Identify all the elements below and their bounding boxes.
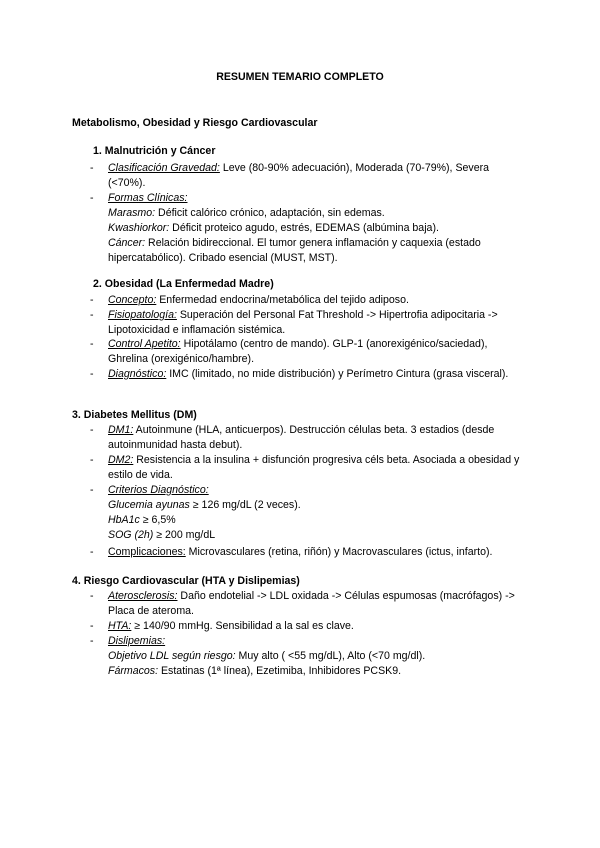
list-item bbox=[108, 337, 528, 367]
bullet-dash: - bbox=[90, 620, 94, 632]
item-text: Microvasculares (retina, riñón) y Macrovasculares (ictus, infarto). bbox=[185, 546, 493, 558]
list-item bbox=[108, 367, 528, 382]
item-text: Hipotálamo (centro de mando). GLP-1 (anorexigénico/saciedad), Ghrelina (orexigénico/hambre). bbox=[108, 338, 488, 365]
list-item bbox=[108, 483, 528, 543]
list-item bbox=[108, 308, 528, 338]
item-label: Aterosclerosis: bbox=[108, 590, 178, 602]
section-4-heading: 4. Riesgo Cardiovascular (HTA y Dislipemias) bbox=[72, 575, 300, 587]
item-label: Fisiopatología: bbox=[108, 309, 177, 321]
item-italic: Objetivo LDL según riesgo: bbox=[108, 650, 236, 662]
item-text: ≥ 200 mg/dL bbox=[153, 529, 216, 541]
item-label: DM2: bbox=[108, 454, 134, 466]
item-text: Relación bidireccional. El tumor genera inflamación y caquexia (estado hipercatabólico). Cribado esencial (MUST, MST). bbox=[108, 237, 481, 264]
item-text: Daño endotelial -> LDL oxidada -> Células espumosas (macrófagos) -> Placa de ateroma. bbox=[108, 590, 515, 617]
item-text: Déficit calórico crónico, adaptación, sin edemas. bbox=[155, 207, 385, 219]
item-text: Enfermedad endocrina/metabólica del tejido adiposo. bbox=[156, 294, 409, 306]
list-item bbox=[108, 191, 528, 266]
item-text: Estatinas (1ª línea), Ezetimiba, Inhibidores PCSK9. bbox=[158, 665, 402, 677]
bullet-dash: - bbox=[90, 424, 94, 436]
item-label: Complicaciones: bbox=[108, 546, 186, 558]
list-item bbox=[108, 453, 528, 483]
bullet-dash: - bbox=[90, 590, 94, 602]
item-label: Clasificación Gravedad: bbox=[108, 162, 220, 174]
item-italic: Marasmo: bbox=[108, 207, 156, 219]
bullet-dash: - bbox=[90, 368, 94, 380]
item-label: Control Apetito: bbox=[108, 338, 181, 350]
item-label: Diagnóstico: bbox=[108, 368, 167, 380]
main-heading: Metabolismo, Obesidad y Riesgo Cardiovascular bbox=[72, 117, 318, 129]
list-item bbox=[108, 293, 528, 308]
item-label: Formas Clínicas: bbox=[108, 192, 188, 204]
item-text: ≥ 6,5% bbox=[139, 514, 176, 526]
item-label: Concepto: bbox=[108, 294, 157, 306]
item-text: ≥ 126 mg/dL (2 veces). bbox=[189, 499, 301, 511]
item-italic: HbA1c bbox=[108, 514, 140, 526]
bullet-dash: - bbox=[90, 484, 94, 496]
page-title: RESUMEN TEMARIO COMPLETO bbox=[216, 71, 384, 83]
item-label: HTA: bbox=[108, 620, 132, 632]
bullet-dash: - bbox=[90, 454, 94, 466]
list-item bbox=[108, 634, 528, 679]
list-item bbox=[108, 619, 528, 634]
bullet-dash: - bbox=[90, 162, 94, 174]
item-text: Resistencia a la insulina + disfunción progresiva céls beta. Asociada a obesidad y estilo de vida. bbox=[108, 454, 520, 481]
item-text: Leve (80-90% adecuación), Moderada (70-79%), Severa (<70%). bbox=[108, 162, 490, 189]
list-item bbox=[108, 589, 528, 619]
bullet-dash: - bbox=[90, 294, 94, 306]
item-italic: Kwashiorkor: bbox=[108, 222, 170, 234]
list-item bbox=[108, 161, 528, 191]
item-text: Déficit proteico agudo, estrés, EDEMAS (albúmina baja). bbox=[169, 222, 439, 234]
item-label: Dislipemias: bbox=[108, 635, 166, 647]
bullet-dash: - bbox=[90, 635, 94, 647]
item-text: Autoinmune (HLA, anticuerpos). Destrucción células beta. 3 estadios (desde autoinmunidad hasta debut). bbox=[108, 424, 495, 451]
item-italic: SOG (2h) bbox=[108, 529, 154, 541]
item-text: Superación del Personal Fat Threshold -> Hipertrofia adipocitaria -> Lipotoxicidad e inflamación sistémica. bbox=[108, 309, 498, 336]
section-3-heading: 3. Diabetes Mellitus (DM) bbox=[72, 409, 197, 421]
item-italic: Glucemia ayunas bbox=[108, 499, 190, 511]
list-item bbox=[108, 423, 528, 453]
section-2-heading: 2. Obesidad (La Enfermedad Madre) bbox=[93, 278, 274, 290]
bullet-dash: - bbox=[90, 338, 94, 350]
item-label: Criterios Diagnóstico: bbox=[108, 484, 209, 496]
list-item bbox=[108, 545, 548, 560]
item-label: DM1: bbox=[108, 424, 134, 436]
bullet-dash: - bbox=[90, 309, 94, 321]
item-italic: Fármacos: bbox=[108, 665, 159, 677]
bullet-dash: - bbox=[90, 192, 94, 204]
item-text: ≥ 140/90 mmHg. Sensibilidad a la sal es clave. bbox=[131, 620, 354, 632]
item-italic: Cáncer: bbox=[108, 237, 146, 249]
item-text: IMC (limitado, no mide distribución) y Perímetro Cintura (grasa visceral). bbox=[166, 368, 509, 380]
bullet-dash: - bbox=[90, 546, 94, 558]
item-text: Muy alto ( <55 mg/dL), Alto (<70 mg/dl). bbox=[235, 650, 426, 662]
section-1-heading: 1. Malnutrición y Cáncer bbox=[93, 145, 216, 157]
